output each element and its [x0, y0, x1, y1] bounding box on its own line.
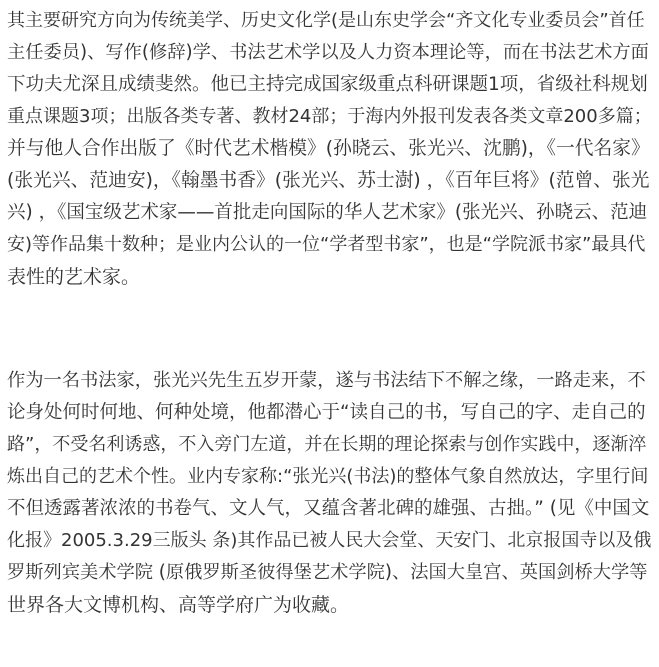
text-line: 重点课题3项；出版各类专著、教材24部；于海内外报刊发表各类文章200多篇； [7, 106, 652, 127]
text-line: 化报》2005.3.29三版头 条)其作品已被人民大会堂、天安门、北京报国寺以及俄 [7, 530, 652, 551]
text-line: 炼出自己的艺术个性。业内专家称:“张光兴(书法)的整体气象自然放达，字里行间 [7, 466, 649, 487]
text-line: 作为一名书法家，张光兴先生五岁开蒙，遂与书法结下不解之缘，一路走来，不 [7, 370, 646, 391]
text-line: 主任委员)、写作(修辞)学、书法艺术学以及人力资本理论等，而在书法艺术方面 [7, 42, 649, 63]
text-line: 兴) ，《国宝级艺术家——首批走向国际的华人艺术家》(张光兴、孙晓云、范迪 [7, 202, 648, 223]
text-line: 不但透露著浓浓的书卷气、文人气，又蕴含著北碑的雄强、古拙。” (见《中国文 [7, 498, 650, 519]
text-line: 安)等作品集十数种；是业内公认的一位“学者型书家”，也是“学院派书家”最具代 [7, 234, 646, 255]
text-line: 世界各大文博机构、高等学府广为收藏。 [7, 594, 350, 616]
text-line: 下功夫尤深且成绩斐然。他已主持完成国家级重点科研课题1项，省级社科规划 [7, 74, 648, 95]
text-line: 并与他人合作出版了《时代艺术楷模》(孙晓云、张光兴、沈鹏)，《一代名家》 [7, 138, 650, 159]
text-line: (张光兴、范迪安)，《翰墨书香》(张光兴、苏士澍) ，《百年巨将》(范曾、张光 [7, 170, 650, 191]
text-line: 其主要研究方向为传统美学、历史文化学(是山东史学会“齐文化专业委员会”首任 [7, 10, 645, 31]
text-line: 表性的艺术家。 [7, 266, 141, 288]
text-line: 罗斯列宾美术学院 (原俄罗斯圣彼得堡艺术学院)、法国大皇宫、英国剑桥大学等 [7, 562, 648, 583]
paragraph-calligrapher [7, 365, 653, 621]
text-line: 论身处何时何地、何种处境，他都潜心于“读自己的书，写自己的字、走自己的 [7, 402, 646, 423]
text-line: 路”，不受名利诱惑，不入旁门左道，并在长期的理论探索与创作实践中，逐渐淬 [7, 434, 647, 455]
paragraph-research [7, 5, 653, 293]
